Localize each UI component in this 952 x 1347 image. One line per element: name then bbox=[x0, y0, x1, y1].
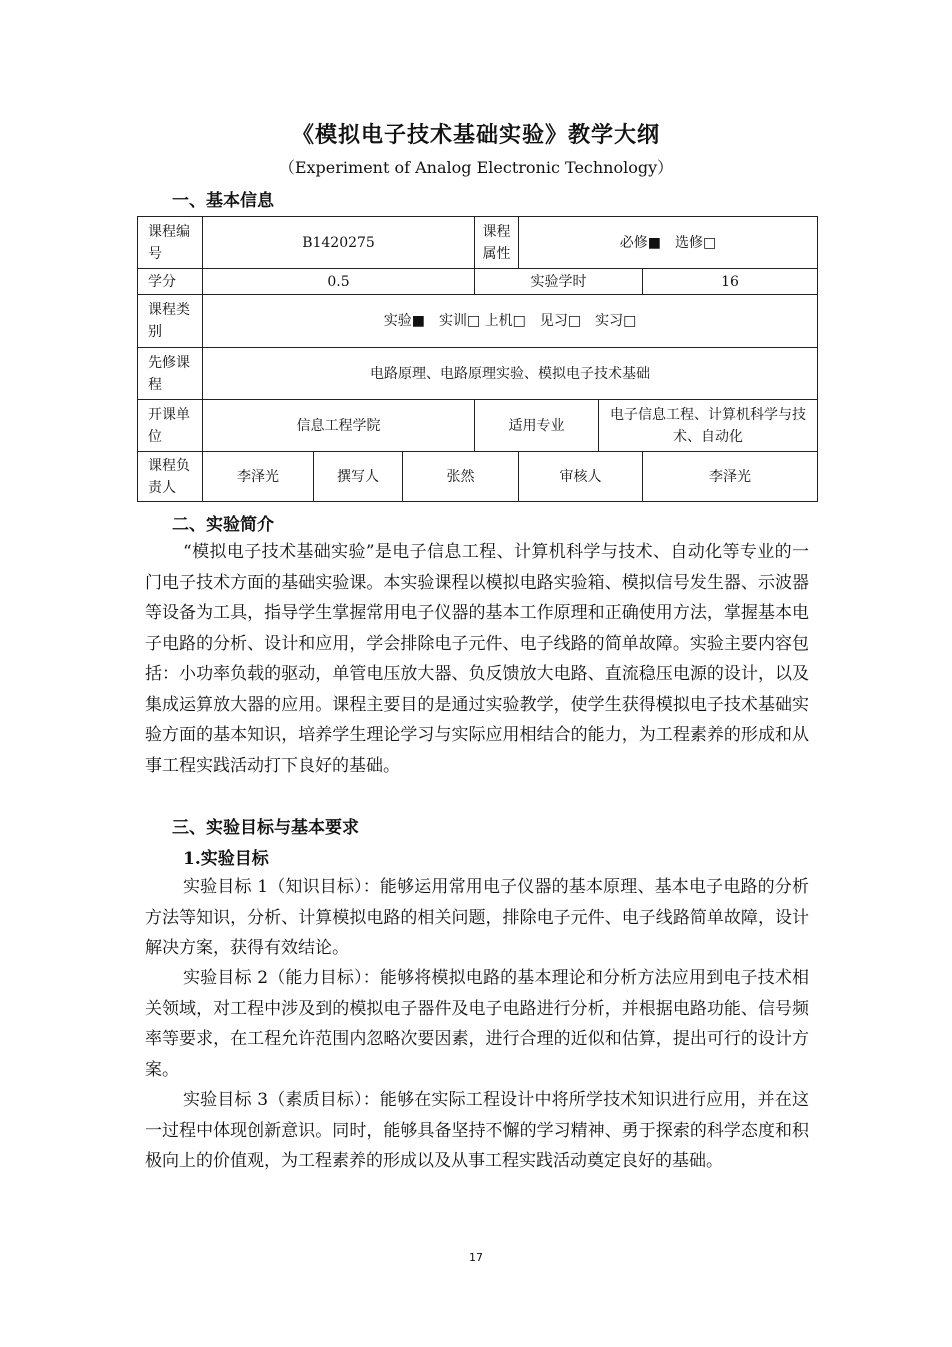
table-row bbox=[138, 269, 818, 295]
table-row bbox=[138, 452, 818, 502]
course-code-label: 课程编号 bbox=[138, 217, 203, 269]
prereq-value: 电路原理、电路原理实验、模拟电子技术基础 bbox=[203, 348, 818, 400]
major-value: 电子信息工程、计算机科学与技术、自动化 bbox=[599, 400, 818, 452]
document-title: 《模拟电子技术基础实验》教学大纲 bbox=[291, 122, 660, 148]
major-label: 适用专业 bbox=[475, 400, 599, 452]
section-heading-goals: 三、实验目标与基本要求 bbox=[172, 818, 359, 838]
table-row bbox=[138, 295, 818, 348]
hours-value: 16 bbox=[643, 269, 818, 295]
reviewer-label: 审核人 bbox=[519, 452, 643, 502]
course-attr-value: 必修■ 选修□ bbox=[519, 217, 818, 269]
prereq-label: 先修课程 bbox=[138, 348, 203, 400]
goal-paragraph-2: 实验目标 2（能力目标）：能够将模拟电路的基本理论和分析方法应用到电子技术相关领域，对工程中涉及到的模拟电子器件及电子电路进行分析，并根据电路功能、信号频率等要求，在工程允许范围内忽略次要因素，进行合理的近似和估算，提出可行的设计方案。 bbox=[145, 968, 809, 1080]
writer-value: 张然 bbox=[403, 452, 519, 502]
owner-value: 李泽光 bbox=[203, 452, 314, 502]
college-label: 开课单位 bbox=[138, 400, 203, 452]
section-heading-intro: 二、实验简介 bbox=[172, 515, 274, 535]
subsection-heading-goals: 1.实验目标 bbox=[183, 849, 269, 869]
reviewer-value: 李泽光 bbox=[643, 452, 818, 502]
owner-label: 课程负责人 bbox=[138, 452, 203, 502]
table-row bbox=[138, 217, 818, 269]
table-row bbox=[138, 400, 818, 452]
credit-label: 学分 bbox=[138, 269, 203, 295]
credit-value: 0.5 bbox=[203, 269, 475, 295]
basic-info-table bbox=[137, 216, 818, 502]
table-row bbox=[138, 348, 818, 400]
category-label: 课程类别 bbox=[138, 295, 203, 348]
document-subtitle: （Experiment of Analog Electronic Technology） bbox=[278, 158, 674, 177]
hours-label: 实验学时 bbox=[475, 269, 643, 295]
course-code-value: B1420275 bbox=[203, 217, 475, 269]
writer-label: 撰写人 bbox=[314, 452, 403, 502]
category-value: 实验■ 实训□ 上机□ 见习□ 实习□ bbox=[203, 295, 818, 348]
section-heading-basic-info: 一、基本信息 bbox=[172, 191, 274, 211]
course-attr-label: 课程属性 bbox=[475, 217, 519, 269]
college-value: 信息工程学院 bbox=[203, 400, 475, 452]
page-number: 17 bbox=[469, 1251, 483, 1264]
intro-paragraph: “模拟电子技术基础实验”是电子信息工程、计算机科学与技术、自动化等专业的一门电子技术方面的基础实验课。本实验课程以模拟电路实验箱、模拟信号发生器、示波器等设备为工具，指导学生掌握常用电子仪器的基本工作原理和正确使用方法，掌握基本电子电路的分析、设计和应用，学会排除电子元件、电子线路的简单故障。实验主要内容包括：小功率负载的驱动，单管电压放大器、负反馈放大电路、直流稳压电源的设计，以及集成运算放大器的应用。课程主要目的是通过实验教学，使学生获得模拟电子技术基础实验方面的基本知识，培养学生理论学习与实际应用相结合的能力，为工程素养的形成和从事工程实践活动打下良好的基础。 bbox=[145, 542, 809, 776]
goal-paragraph-3: 实验目标 3（素质目标）：能够在实际工程设计中将所学技术知识进行应用，并在这一过程中体现创新意识。同时，能够具备坚持不懈的学习精神、勇于探索的科学态度和积极向上的价值观，为工程素养的形成以及从事工程实践活动奠定良好的基础。 bbox=[145, 1090, 809, 1171]
goal-paragraph-1: 实验目标 1（知识目标）：能够运用常用电子仪器的基本原理、基本电子电路的分析方法等知识，分析、计算模拟电路的相关问题，排除电子元件、电子线路简单故障，设计解决方案，获得有效结论。 bbox=[145, 877, 809, 958]
